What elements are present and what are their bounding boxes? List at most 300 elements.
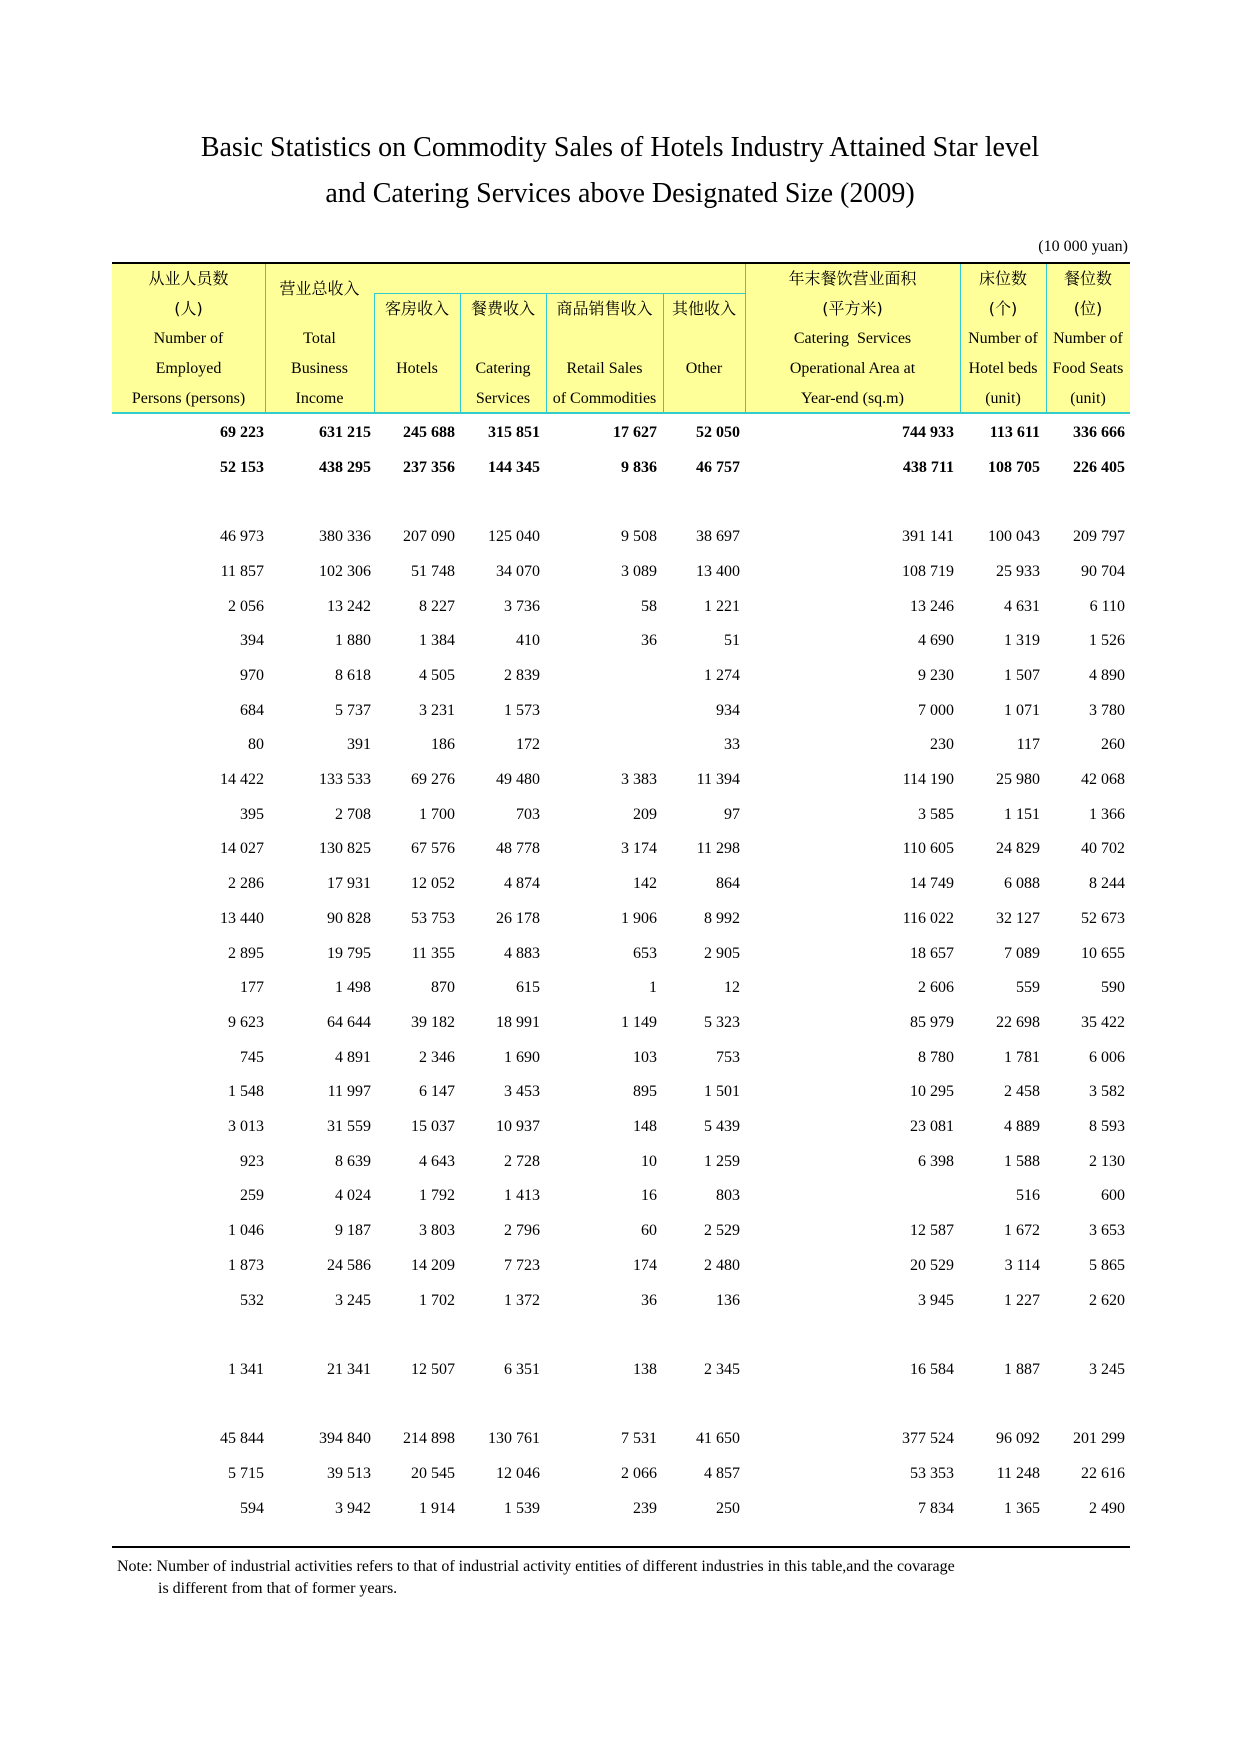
table-row [112,1253,1130,1283]
table-cell: 5 439 [704,1118,740,1135]
table-cell: 174 [633,1256,657,1274]
table-cell: 130 761 [488,1430,540,1448]
table-cell: 11 248 [996,1465,1040,1482]
table-row [112,420,1130,450]
table-cell: 69 223 [220,424,264,441]
table-cell: 25 933 [996,562,1040,580]
table-cell: 4 857 [704,1465,740,1482]
table-cell: 34 070 [496,562,540,580]
table-cell: 45 844 [220,1430,264,1448]
table-cell: 11 394 [696,771,740,788]
table-cell: 2 056 [228,597,264,615]
header-hotels-en: Hotels [396,360,438,377]
table-row [112,663,1130,693]
table-row [112,1461,1130,1491]
table-cell: 10 295 [910,1083,954,1101]
table-cell: 4 631 [1004,597,1040,615]
table-cell: 7 089 [1004,944,1040,962]
table-cell: 250 [716,1499,740,1517]
table-cell: 17 931 [327,875,371,893]
table-cell: 2 606 [918,979,954,997]
table-cell: 391 141 [902,528,954,546]
table-cell: 8 780 [918,1048,954,1066]
table-cell: 870 [431,979,455,997]
table-cell: 226 405 [1073,458,1125,476]
table-cell: 97 [724,805,740,823]
table-cell: 103 [633,1048,657,1066]
table-cell: 410 [516,632,540,650]
header-total [265,264,374,412]
table-cell: 1 259 [704,1152,740,1170]
table-cell: 36 [641,1291,657,1309]
header-total-en1: Total [303,330,336,347]
table-row [112,1183,1130,1213]
table-cell: 13 242 [327,597,371,615]
table-cell: 10 655 [1081,944,1125,962]
table-row [112,1357,1130,1387]
table-row [112,1079,1130,1109]
table-cell: 3 089 [621,562,657,580]
table-cell: 108 705 [988,458,1040,476]
header-catering [460,264,546,412]
table-cell: 590 [1101,979,1125,997]
table-cell: 1 501 [704,1083,740,1101]
note-line-1: Note: Number of industrial activities refers to that of industrial activity entities of different industries in this table,and the covarage [117,1558,955,1575]
table-row [112,1114,1130,1144]
table-cell: 113 611 [989,424,1040,441]
table-cell: 125 040 [488,528,540,546]
table-cell: 14 422 [220,771,264,788]
table-cell: 90 704 [1081,562,1125,580]
table-cell: 32 127 [996,909,1040,927]
table-cell: 2 480 [704,1256,740,1274]
header-other [663,264,745,412]
header-beds-cn: 床位数 [978,269,1027,288]
table-cell: 3 383 [621,771,657,788]
table-cell: 39 513 [327,1465,371,1482]
table-cell: 136 [716,1291,740,1309]
table-cell: 2 286 [228,875,264,893]
table-cell: 114 190 [902,771,954,788]
table-cell: 259 [240,1187,264,1205]
table-cell: 51 [724,632,740,650]
table-cell: 594 [240,1499,264,1517]
table-cell: 2 490 [1089,1499,1125,1517]
table-cell: 52 050 [696,424,740,441]
table-cell: 1 274 [704,666,740,684]
table-cell: 2 066 [621,1465,657,1482]
header-hotels [374,264,460,412]
table-cell: 377 524 [902,1430,954,1448]
table-cell: 3 585 [918,805,954,823]
table-cell: 38 697 [696,528,740,546]
table-cell: 1 498 [335,979,371,997]
table-cell: 2 728 [504,1152,540,1170]
table-cell: 1 365 [1004,1499,1040,1517]
table-cell: 51 748 [411,562,455,580]
table-cell: 110 605 [902,840,954,858]
table-cell: 148 [633,1118,657,1135]
header-total-cn: 营业总收入 [279,279,360,298]
header-area-unit: (平方米) [822,299,883,318]
header-total-en2: Business [291,360,348,377]
table-cell: 559 [1016,979,1040,997]
table-row [112,906,1130,936]
table-cell: 33 [724,736,740,754]
header-retail [546,264,663,412]
table-cell: 12 052 [411,875,455,893]
table-cell: 142 [633,875,657,893]
header-area [745,264,960,412]
table-cell: 96 092 [996,1430,1040,1448]
header-beds-en1: Number of [968,330,1038,347]
table-cell: 631 215 [319,424,371,441]
table-cell: 3 653 [1089,1222,1125,1240]
table-cell: 177 [240,979,264,997]
table-cell: 9 508 [621,528,657,546]
table-cell: 8 244 [1089,875,1125,893]
table-cell: 60 [641,1222,657,1240]
table-cell: 1 906 [621,909,657,927]
table-cell: 53 353 [910,1465,954,1482]
table-cell: 41 650 [696,1430,740,1448]
table-cell: 6 088 [1004,875,1040,893]
table-cell: 2 130 [1089,1152,1125,1170]
header-total-en3: Income [295,390,344,407]
table-cell: 9 230 [918,666,954,684]
table-cell: 1 221 [704,597,740,615]
header-retail-en2: of Commodities [552,390,657,407]
header-catering-en1: Catering [475,360,531,377]
table-cell: 4 505 [419,666,455,684]
table-cell: 209 797 [1073,528,1125,546]
table-cell: 69 276 [411,771,455,788]
table-cell: 4 891 [335,1048,371,1066]
table-cell: 20 545 [411,1465,455,1482]
table-cell: 13 440 [220,909,264,927]
header-other-cn: 其他收入 [671,299,736,318]
table-row [112,1010,1130,1040]
table-cell: 16 [641,1187,657,1205]
table-cell: 23 081 [910,1118,954,1135]
table-cell: 13 246 [910,597,954,615]
header-area-en2: Operational Area at [789,360,916,377]
table-cell: 1 151 [1004,805,1040,823]
table-cell: 394 [240,632,264,650]
table-cell: 172 [516,736,540,754]
table-cell: 144 345 [488,458,540,476]
table-cell: 395 [240,805,264,823]
table-cell: 1 526 [1089,632,1125,650]
table-header [112,262,1130,414]
header-beds-en2: Hotel beds [968,360,1038,377]
table-cell: 239 [633,1499,657,1517]
table-cell: 214 898 [403,1430,455,1448]
table-cell: 260 [1101,736,1125,754]
table-cell: 21 341 [327,1360,371,1378]
header-seats [1046,264,1130,412]
table-cell: 53 753 [411,909,455,927]
table-cell: 1 548 [228,1083,264,1101]
table-cell: 3 582 [1089,1083,1125,1101]
table-cell: 2 346 [419,1048,455,1066]
table-row-spacer [112,1322,1130,1352]
table-row [112,941,1130,971]
table-cell: 90 828 [327,909,371,927]
page-subtitle: and Catering Services above Designated Size (2009) [325,178,915,209]
table-cell: 3 174 [621,840,657,858]
table-cell: 8 593 [1089,1118,1125,1135]
unit-label: (10 000 yuan) [1038,238,1128,255]
table-cell: 24 829 [996,840,1040,858]
table-cell: 4 874 [504,875,540,893]
table-cell: 380 336 [319,528,371,546]
table-row-spacer [112,489,1130,519]
table-cell: 14 749 [910,875,954,893]
table-cell: 5 323 [704,1013,740,1031]
table-cell: 2 345 [704,1360,740,1378]
page-title: Basic Statistics on Commodity Sales of Hotels Industry Attained Star level [200,132,1040,163]
table-cell: 7 000 [918,701,954,719]
table-cell: 3 453 [504,1083,540,1101]
table-cell: 46 757 [696,458,740,476]
header-employed-en3: Persons (persons) [131,390,246,407]
table-cell: 2 620 [1089,1291,1125,1309]
table-cell: 26 178 [496,909,540,927]
table-cell: 3 231 [419,701,455,719]
table-cell: 201 299 [1073,1430,1125,1448]
table-cell: 1 319 [1004,632,1040,650]
header-employed-unit: (人) [174,299,203,318]
table-cell: 25 980 [996,771,1040,788]
table-cell: 11 857 [220,562,264,580]
table-cell: 209 [633,805,657,823]
table-cell: 80 [248,736,264,754]
table-cell: 245 688 [403,424,455,441]
table-cell: 4 024 [335,1187,371,1205]
table-cell: 64 644 [327,1013,371,1031]
table-cell: 186 [431,736,455,754]
table-cell: 48 778 [496,840,540,858]
table-cell: 6 110 [1089,597,1125,615]
table-cell: 1 [649,979,657,997]
header-beds-en3: (unit) [985,390,1021,407]
table-cell: 18 657 [910,944,954,962]
table-cell: 6 006 [1089,1048,1125,1066]
table-row [112,594,1130,624]
table-cell: 108 719 [902,562,954,580]
table-cell: 8 227 [419,597,455,615]
header-catering-cn: 餐费收入 [470,299,535,318]
table-cell: 1 539 [504,1499,540,1517]
table-cell: 42 068 [1081,771,1125,788]
table-cell: 12 046 [496,1465,540,1482]
table-cell: 1 507 [1004,666,1040,684]
table-cell: 391 [347,736,371,754]
table-cell: 1 413 [504,1187,540,1205]
table-row [112,1288,1130,1318]
table-cell: 85 979 [910,1013,954,1031]
table-cell: 3 114 [1004,1256,1040,1274]
header-seats-cn: 餐位数 [1063,269,1112,288]
table-cell: 803 [716,1187,740,1205]
table-cell: 7 531 [621,1430,657,1448]
table-cell: 516 [1016,1187,1040,1205]
table-cell: 1 880 [335,632,371,650]
table-cell: 1 873 [228,1256,264,1274]
table-cell: 2 796 [504,1222,540,1240]
header-other-en: Other [685,360,723,377]
table-cell: 8 992 [704,909,740,927]
table-cell: 18 991 [496,1013,540,1031]
table-cell: 615 [516,979,540,997]
table-cell: 895 [633,1083,657,1101]
table-cell: 39 182 [411,1013,455,1031]
table-cell: 923 [240,1152,264,1170]
table-cell: 4 883 [504,944,540,962]
header-catering-en2: Services [475,390,531,407]
table-cell: 1 372 [504,1291,540,1309]
table-row [112,1045,1130,1075]
header-seats-en2: Food Seats [1052,360,1124,377]
table-cell: 15 037 [411,1118,455,1135]
table-cell: 40 702 [1081,840,1125,858]
table-cell: 22 698 [996,1013,1040,1031]
table-cell: 753 [716,1048,740,1066]
table-cell: 4 889 [1004,1118,1040,1135]
header-beds [960,264,1046,412]
table-cell: 10 [641,1152,657,1170]
table-cell: 46 973 [220,528,264,546]
table-cell: 1 588 [1004,1152,1040,1170]
table-cell: 12 587 [910,1222,954,1240]
header-seats-unit: (位) [1073,299,1103,318]
table-cell: 2 708 [335,805,371,823]
table-cell: 1 573 [504,701,540,719]
header-retail-cn: 商品销售收入 [556,299,653,318]
table-cell: 35 422 [1081,1013,1125,1031]
table-cell: 1 702 [419,1291,455,1309]
table-row [112,524,1130,554]
table-cell: 438 711 [902,458,954,476]
table-cell: 24 586 [327,1256,371,1274]
table-cell: 10 937 [496,1118,540,1135]
table-cell: 1 227 [1004,1291,1040,1309]
table-cell: 1 792 [419,1187,455,1205]
header-employed-en1: Number of [153,330,224,347]
table-cell: 49 480 [496,771,540,788]
note-line-2: is different from that of former years. [158,1580,398,1597]
table-cell: 745 [240,1048,264,1066]
table-cell: 100 043 [988,528,1040,546]
table-cell: 8 639 [335,1152,371,1170]
table-cell: 11 997 [327,1083,371,1101]
table-cell: 52 673 [1081,909,1125,927]
table-cell: 7 834 [918,1499,954,1517]
table-cell: 116 022 [902,909,954,927]
table-cell: 7 723 [504,1256,540,1274]
table-cell: 2 895 [228,944,264,962]
table-cell: 3 245 [1089,1360,1125,1378]
table-row [112,802,1130,832]
table-cell: 14 027 [220,840,264,858]
table-cell: 4 690 [918,632,954,650]
table-cell: 11 355 [411,944,455,962]
table-cell: 9 836 [621,458,657,476]
table-cell: 52 153 [220,458,264,476]
table-row [112,1218,1130,1248]
table-row [112,455,1130,485]
header-employed-en2: Employed [155,360,222,377]
table-cell: 117 [1016,736,1040,754]
table-cell: 14 209 [411,1256,455,1274]
table-row [112,732,1130,762]
table-cell: 3 245 [335,1291,371,1309]
table-cell: 1 781 [1004,1048,1040,1066]
header-retail-en1: Retail Sales [566,360,643,377]
table-cell: 1 366 [1089,805,1125,823]
table-row [112,1426,1130,1456]
table-cell: 1 046 [228,1222,264,1240]
table-cell: 6 351 [504,1360,540,1378]
table-cell: 2 529 [704,1222,740,1240]
table-cell: 336 666 [1073,424,1125,441]
table-cell: 970 [240,666,264,684]
header-area-en1: Catering Services [793,330,912,347]
table-cell: 1 341 [228,1360,264,1378]
table-cell: 20 529 [910,1256,954,1274]
table-cell: 6 398 [918,1152,954,1170]
table-cell: 1 690 [504,1048,540,1066]
header-seats-en1: Number of [1053,330,1123,347]
header-area-en3: Year-end (sq.m) [801,390,904,407]
table-cell: 4 890 [1089,666,1125,684]
table-row [112,628,1130,658]
table-cell: 3 945 [918,1291,954,1309]
table-row [112,871,1130,901]
table-cell: 9 623 [228,1013,264,1031]
table-cell: 22 616 [1081,1465,1125,1482]
table-cell: 3 780 [1089,701,1125,719]
table-cell: 2 458 [1004,1083,1040,1101]
table-row-spacer [112,1392,1130,1422]
table-cell: 36 [641,632,657,650]
table-cell: 703 [516,805,540,823]
table-cell: 2 905 [704,944,740,962]
table-cell: 3 013 [228,1118,264,1135]
header-beds-unit: (个) [988,299,1018,318]
table-cell: 864 [716,875,740,893]
table-cell: 5 865 [1089,1256,1125,1274]
table-row [112,559,1130,589]
table-cell: 1 887 [1004,1360,1040,1378]
table-cell: 12 [724,979,740,997]
table-cell: 2 839 [504,666,540,684]
table-row [112,698,1130,728]
table-cell: 102 306 [319,562,371,580]
table-cell: 9 187 [335,1222,371,1240]
table-row [112,1149,1130,1179]
table-row [112,767,1130,797]
table-cell: 230 [930,736,954,754]
table-cell: 5 737 [335,701,371,719]
header-employed [112,264,265,412]
table-cell: 13 400 [696,562,740,580]
table-cell: 1 149 [621,1013,657,1031]
table-cell: 1 384 [419,632,455,650]
table-cell: 31 559 [327,1118,371,1135]
table-cell: 12 507 [411,1360,455,1378]
